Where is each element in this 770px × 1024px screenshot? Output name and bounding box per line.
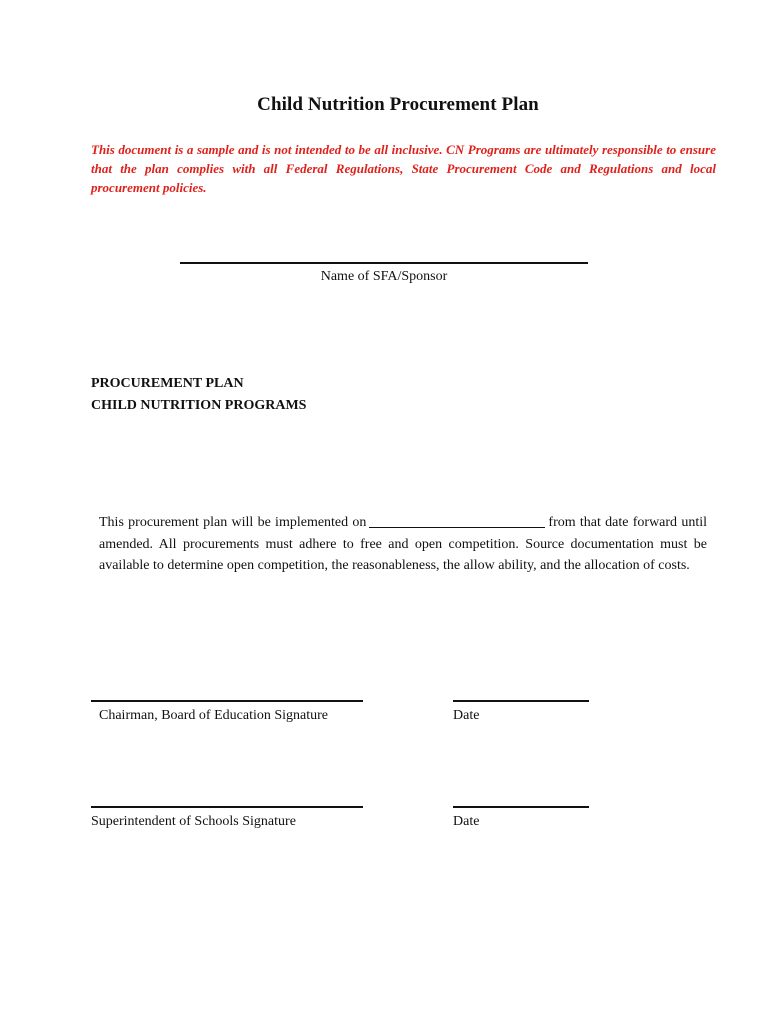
superintendent-date-label: Date	[453, 814, 480, 829]
sponsor-name-line[interactable]	[180, 262, 588, 264]
superintendent-signature-label: Superintendent of Schools Signature	[91, 814, 296, 829]
plan-heading-line1: PROCUREMENT PLAN	[91, 376, 244, 391]
paragraph-end-text: from that date forward until amended. All procurements must adhere to free and open competition. Source documentation must be available to determine open competition, the reasonableness, the allow ability, and the allocation of costs.	[99, 515, 707, 573]
chairman-signature-line[interactable]	[91, 700, 363, 702]
chairman-signature-label: Chairman, Board of Education Signature	[99, 708, 328, 723]
plan-heading	[91, 373, 306, 417]
superintendent-date-line[interactable]	[453, 806, 589, 808]
disclaimer-text: This document is a sample and is not intended to be all inclusive. CN Programs are ultimately responsible to ensure that the plan complies with all Federal Regulations, State Procurement Code and Regulations and local procurement policies.	[91, 142, 716, 195]
implementation-date-blank[interactable]	[369, 514, 545, 528]
superintendent-signature-line[interactable]	[91, 806, 363, 808]
paragraph-start-text: This procurement plan will be implemented on	[99, 515, 367, 530]
implementation-paragraph	[99, 512, 707, 577]
plan-heading-line2: CHILD NUTRITION PROGRAMS	[91, 398, 307, 413]
sponsor-name-label: Name of SFA/Sponsor	[320, 269, 448, 284]
document-title: Child Nutrition Procurement Plan	[257, 94, 539, 115]
chairman-date-line[interactable]	[453, 700, 589, 702]
chairman-date-label: Date	[453, 708, 480, 723]
